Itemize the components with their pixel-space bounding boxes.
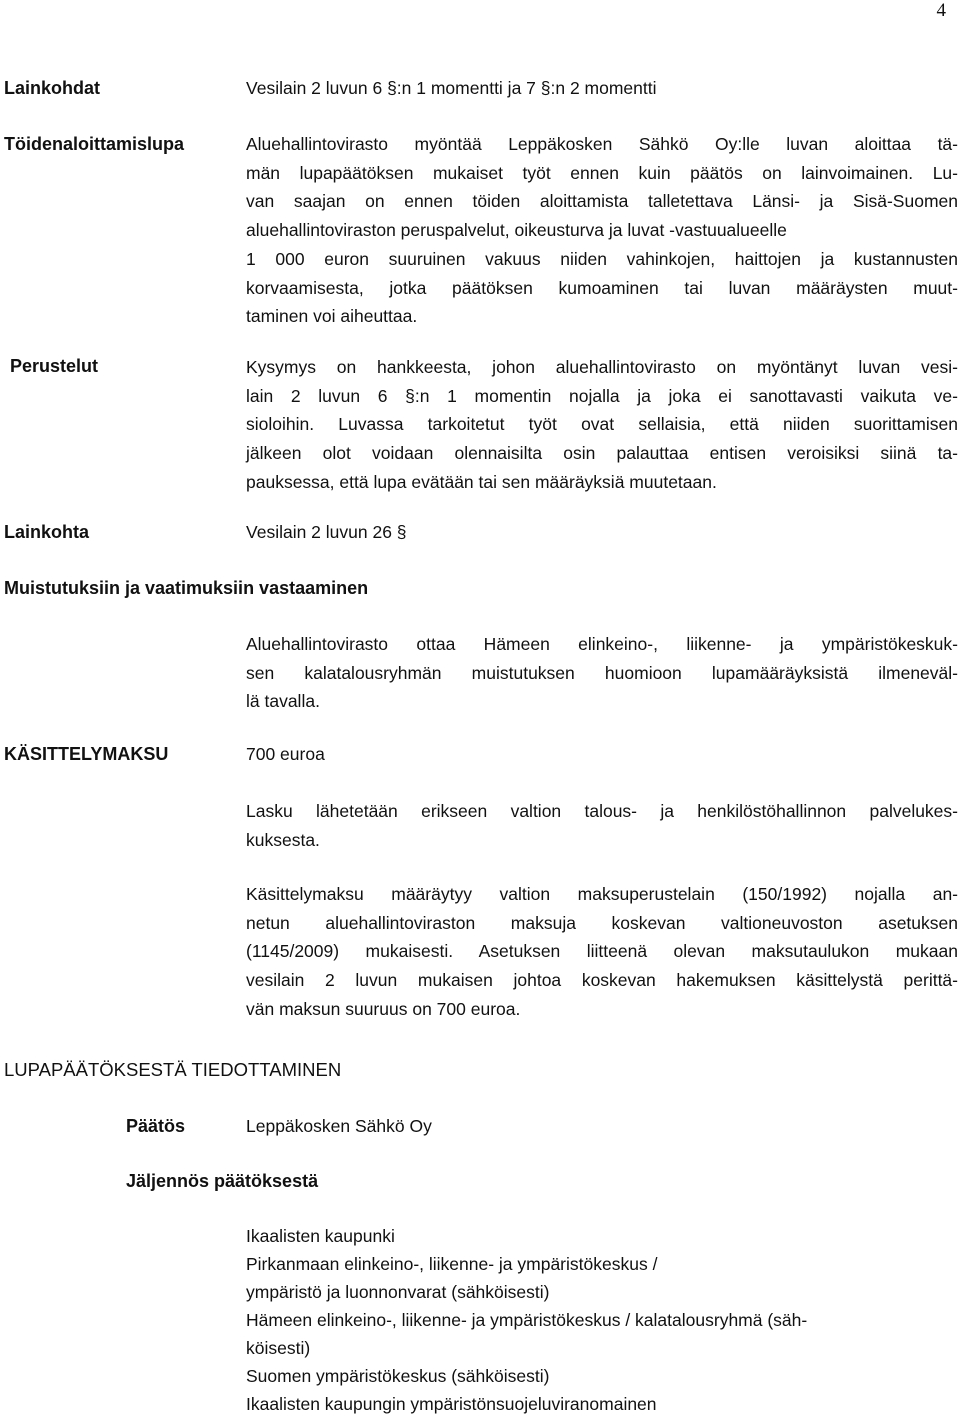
paragraph-line: Käsittelymaksu määräytyy valtion maksuperustelain (150/1992) nojalla an- [246, 884, 958, 904]
paragraph-line: sen kalatalousryhmän muistutuksen huomioon lupamääräyksistä ilmeneväl- [246, 662, 958, 683]
paragraph-line: Kysymys on hankkeesta, johon aluehallintovirasto on myöntänyt luvan vesi- [246, 357, 958, 377]
paragraph-line: aluehallintoviraston peruspalvelut, oikeusturva ja luvat -vastuualueelle [246, 220, 787, 241]
paragraph-line: Lasku lähetetään erikseen valtion talous- ja henkilöstöhallinnon palvelukes- [246, 801, 958, 821]
label-jaljennos: Jäljennös päätöksestä [126, 1171, 319, 1191]
text-muistutuksiin [246, 630, 958, 716]
label-lainkohdat: Lainkohdat [4, 78, 101, 98]
paragraph-line: taminen voi aiheuttaa. [246, 306, 418, 327]
heading-tiedottaminen: LUPAPÄÄTÖKSESTÄ TIEDOTTAMINEN [4, 1059, 342, 1080]
list-item: Ikaalisten kaupungin ympäristönsuojeluviranomainen [246, 1394, 657, 1414]
text-lainkohdat: Vesilain 2 luvun 6 §:n 1 momentti ja 7 §:n 2 momentti [246, 78, 657, 98]
text-paatos-recipient: Leppäkosken Sähkö Oy [246, 1116, 432, 1136]
paragraph-line: lain 2 luvun 6 §:n 1 momentin nojalla ja joka ei sanottavasti vaikuta ve- [246, 385, 958, 406]
paragraph-line: vän maksun suuruus on 700 euroa. [246, 998, 521, 1019]
list-item: ympäristö ja luonnonvarat (sähköisesti) [246, 1282, 550, 1302]
list-item: Pirkanmaan elinkeino-, liikenne- ja ympäristökeskus / [246, 1254, 658, 1274]
text-toidenaloittamislupa [246, 130, 958, 331]
paragraph-line: sioloihin. Luvassa tarkoitetut työt ovat sellaisia, että niiden suorittamisen [246, 414, 958, 435]
text-kasittelymaksu-peruste [246, 880, 958, 1024]
label-perustelut: Perustelut [10, 356, 99, 376]
list-item: Suomen ympäristökeskus (sähköisesti) [246, 1366, 550, 1386]
list-item: köisesti) [246, 1338, 311, 1358]
paragraph-line: Aluehallintovirasto myöntää Leppäkosken Sähkö Oy:lle luvan aloittaa tä- [246, 134, 958, 154]
paragraph-line: vesilain 2 luvun mukaisen johtoa koskevan hakemuksen käsittelystä perittä- [246, 970, 958, 991]
paragraph-line: pauksessa, että lupa evätään tai sen määräyksiä muutetaan. [246, 471, 717, 492]
page-number: 4 [936, 0, 946, 21]
paragraph-line: (1145/2009) mukaisesti. Asetuksen liitteenä olevan maksutaulukon mukaan [246, 941, 958, 962]
paragraph-line: Aluehallintovirasto ottaa Hämeen elinkeino-, liikenne- ja ympäristökeskuk- [246, 634, 958, 654]
label-toidenaloittamislupa: Töidenaloittamislupa [4, 134, 185, 154]
list-item: Ikaalisten kaupunki [246, 1226, 395, 1246]
label-lainkohta: Lainkohta [4, 522, 90, 542]
text-perustelut [246, 353, 958, 497]
recipient-list [246, 1222, 958, 1418]
text-kasittelymaksu-lasku [246, 797, 958, 854]
heading-muistutuksiin: Muistutuksiin ja vaatimuksiin vastaaminen [4, 578, 369, 598]
text-kasittelymaksu-amount: 700 euroa [246, 744, 325, 764]
label-paatos: Päätös [126, 1116, 186, 1136]
paragraph-line: netun aluehallintoviraston maksuja koskevan valtioneuvoston asetuksen [246, 912, 958, 933]
label-kasittelymaksu: KÄSITTELYMAKSU [4, 744, 169, 764]
paragraph-line: van saajan on ennen töiden aloittamista talletettava Länsi- ja Sisä-Suomen [246, 191, 958, 212]
paragraph-line: jälkeen olot voidaan olennaisilta osin palauttaa entisen veroisiksi siinä ta- [246, 443, 958, 464]
paragraph-line: korvaamisesta, jotka päätöksen kumoaminen tai luvan määräysten muut- [246, 277, 958, 298]
paragraph-line: kuksesta. [246, 829, 320, 850]
paragraph-line: män lupapäätöksen mukaiset työt ennen kuin päätös on lainvoimainen. Lu- [246, 162, 958, 183]
text-lainkohta: Vesilain 2 luvun 26 § [246, 522, 407, 542]
paragraph-line: 1 000 euron suuruinen vakuus niiden vahinkojen, haittojen ja kustannusten [246, 248, 958, 269]
paragraph-line: lä tavalla. [246, 691, 320, 712]
list-item: Hämeen elinkeino-, liikenne- ja ympäristökeskus / kalatalousryhmä (säh- [246, 1310, 808, 1330]
